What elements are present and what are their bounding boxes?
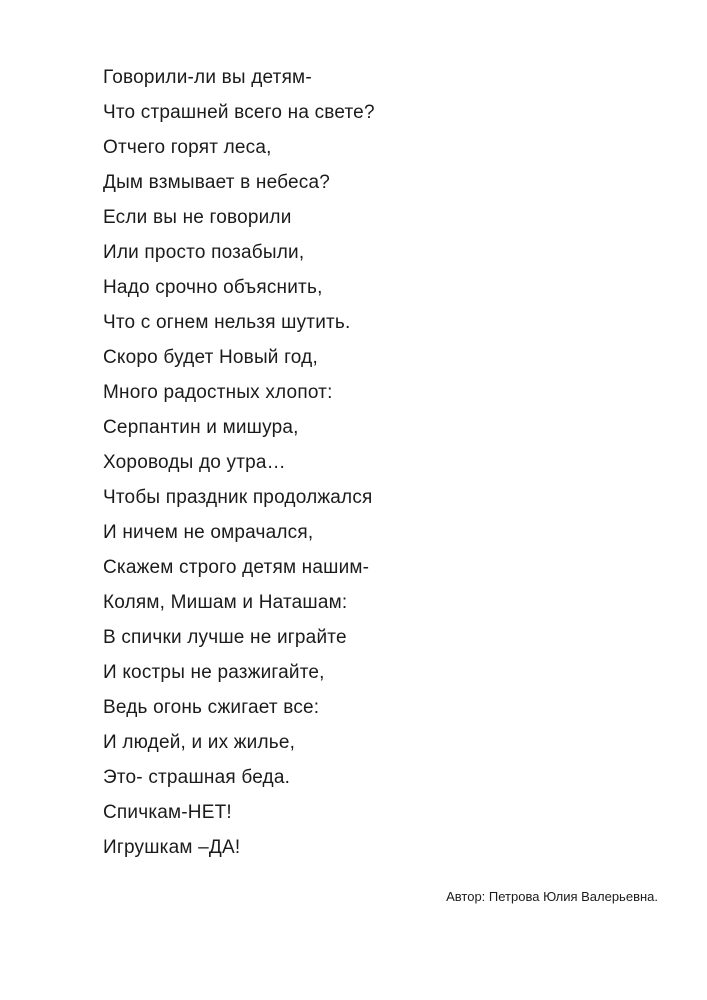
poem-line: Говорили-ли вы детям- — [103, 67, 312, 88]
poem-line: И людей, и их жилье, — [103, 732, 296, 753]
poem-line: Скажем строго детям нашим- — [103, 557, 370, 578]
poem-line: Что страшней всего на свете? — [103, 102, 375, 123]
poem-line: Это- страшная беда. — [103, 767, 291, 788]
poem-line: Игрушкам –ДА! — [103, 837, 241, 858]
author-credit: Автор: Петрова Юлия Валерьевна. — [446, 889, 658, 904]
poem-line: И ничем не омрачался, — [103, 522, 314, 543]
poem-line: Скоро будет Новый год, — [103, 347, 318, 368]
poem-line: Колям, Мишам и Наташам: — [103, 592, 348, 613]
poem-line: Дым взмывает в небеса? — [103, 172, 331, 193]
poem-line: Серпантин и мишура, — [103, 417, 299, 438]
poem-line: Хороводы до утра… — [103, 452, 286, 473]
poem-line: В спички лучше не играйте — [103, 627, 347, 648]
poem-body — [103, 60, 667, 865]
poem-line: Отчего горят леса, — [103, 137, 272, 158]
poem-line: Если вы не говорили — [103, 207, 292, 228]
poem-line: Надо срочно объяснить, — [103, 277, 323, 298]
poem-line: Спичкам-НЕТ! — [103, 802, 232, 823]
poem-line: Или просто позабыли, — [103, 242, 305, 263]
poem-line: Ведь огонь сжигает все: — [103, 697, 320, 718]
poem-line: Чтобы праздник продолжался — [103, 487, 373, 508]
poem-line: Много радостных хлопот: — [103, 382, 333, 403]
poem-line: И костры не разжигайте, — [103, 662, 325, 683]
poem-line: Что с огнем нельзя шутить. — [103, 312, 351, 333]
